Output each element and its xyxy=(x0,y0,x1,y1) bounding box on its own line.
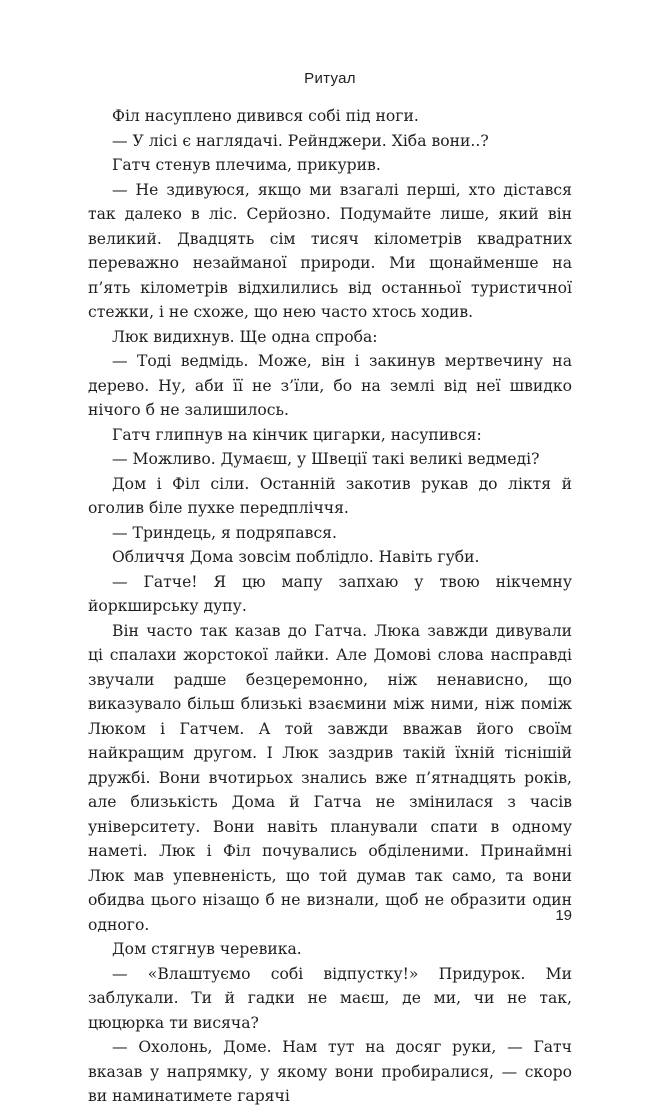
paragraph: — У лісі є наглядачі. Рейнджери. Хіба вони..? xyxy=(112,131,489,150)
page-number: 19 xyxy=(555,907,572,924)
paragraph: — Тоді ведмідь. Може, він і закинув мертвечину на дерево. Ну, аби її не з’їли, бо на землі від неї швидко нічого б не залишилось. xyxy=(88,352,572,419)
body-text xyxy=(88,104,572,1109)
paragraph: Філ насуплено дивився собі під ноги. xyxy=(112,107,419,125)
paragraph: Дом і Філ сіли. Останній закотив рукав до ліктя й оголив біле пухке передпліччя. xyxy=(88,474,572,517)
paragraph: Дом стягнув черевика. xyxy=(112,940,302,958)
paragraph: — Можливо. Думаєш, у Швеції такі великі ведмеді? xyxy=(112,450,540,468)
paragraph: — Гатче! Я цю мапу запхаю у твою нікчемну йоркширську дупу. xyxy=(88,572,572,615)
paragraph: Він часто так казав до Гатча. Люка завжди дивували ці спалахи жорстокої лайки. Але Домові слова насправді звучали радше безцеремонно, ніж ненависно, що виказувало більш близькі взаємини між ними, ніж поміж Люком і Гатчем. А той завжди вважав його своїм найкращим другом. І Люк заздрив такій їхній тіснішій дружбі. Вони вчотирьох знались вже п’ятнадцять років, але близькість Дома й Гатча не змінилася з часів університету. Вони навіть планували спати в одному наметі. Люк і Філ почувались обділеними. Принаймні Люк мав упевненість, що той думав так само, та вони обидва цього нізащо б не визнали, щоб не образити один одного. xyxy=(88,621,572,934)
paragraph: Обличчя Дома зовсім поблідло. Навіть губи. xyxy=(112,548,480,566)
paragraph: Гатч глипнув на кінчик цигарки, насупився: xyxy=(112,425,482,444)
paragraph: Люк видихнув. Ще одна спроба: xyxy=(112,327,378,346)
paragraph: — «Влаштуємо собі відпустку!» Придурок. Ми заблукали. Ти й гадки не маєш, де ми, чи не так, цюцюрка ти висяча? xyxy=(88,964,572,1032)
paragraph: — Охолонь, Доме. Нам тут на досяг руки, — Гатч вказав у напрямку, у якому вони пробиралися, — скоро ви наминатимете гарячі xyxy=(88,1038,572,1105)
paragraph: Гатч стенув плечима, прикурив. xyxy=(112,156,381,174)
running-head: Ритуал xyxy=(304,70,356,87)
paragraph: — Не здивуюся, якщо ми взагалі перші, хто дістався так далеко в ліс. Серйозно. Подумайте лише, який він великий. Двадцять сім тисяч кілометрів квадратних переважно незайманої природи. Ми щонайменше на п’ять кілометрів відхилились від останньої туристичної стежки, і не схоже, що нею часто хтось ходив. xyxy=(88,180,572,321)
paragraph: — Триндець, я подряпався. xyxy=(112,523,337,542)
